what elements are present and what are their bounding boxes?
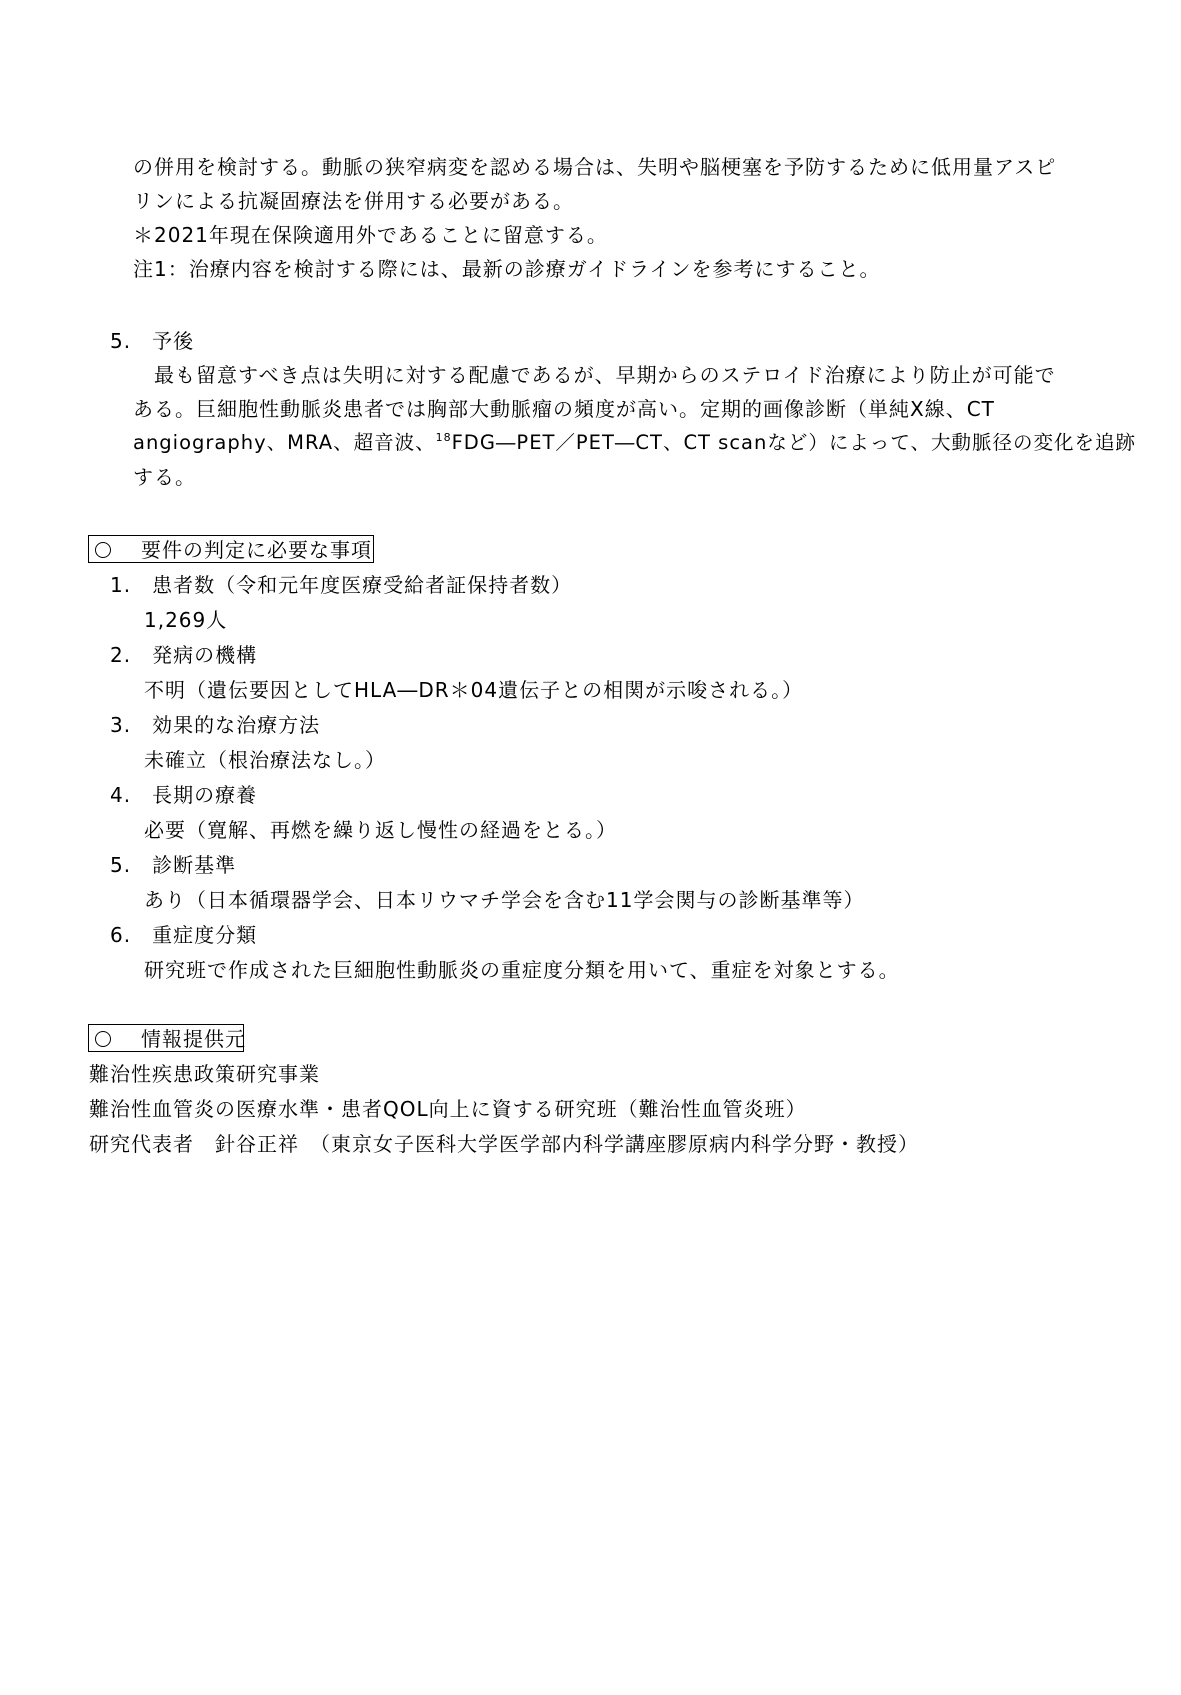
intro-line-1: の併用を検討する。動脈の狭窄病変を認める場合は、失明や脳梗塞を予防するために低用量アスピ <box>133 155 1057 179</box>
circle-bullet-icon <box>95 542 111 558</box>
info-line-2: 難治性血管炎の医療水準・患者QOL向上に資する研究班（難治性血管炎班） <box>89 1097 807 1121</box>
req-item-2-label: 2. 発病の機構 <box>110 643 258 667</box>
req-item-1-label: 1. 患者数（令和元年度医療受給者証保持者数） <box>110 573 573 597</box>
info-heading: 情報提供元 <box>141 1027 246 1051</box>
req-item-5-label: 5. 診断基準 <box>110 853 237 877</box>
req-item-2-value: 不明（遺伝要因としてHLA―DR＊04遺伝子との相関が示唆される。） <box>144 678 804 702</box>
info-line-3: 研究代表者 針谷正祥 （東京女子医科大学医学部内科学講座膠原病内科学分野・教授） <box>89 1132 919 1156</box>
info-line-1: 難治性疾患政策研究事業 <box>89 1062 320 1086</box>
isotope-superscript: 18 <box>435 431 452 444</box>
req-item-1-value: 1,269人 <box>144 608 228 632</box>
prognosis-heading: 5. 予後 <box>110 329 195 353</box>
prognosis-line-1: 最も留意すべき点は失明に対する配慮であるが、早期からのステロイド治療により防止が可能で <box>133 363 1056 387</box>
prognosis-line-3-pre: angiography、MRA、超音波、 <box>133 431 436 454</box>
req-item-3-label: 3. 効果的な治療方法 <box>110 713 321 737</box>
info-heading-box <box>88 1024 244 1052</box>
req-item-6-label: 6. 重症度分類 <box>110 923 258 947</box>
prognosis-line-4: する。 <box>133 465 196 489</box>
req-item-6-value: 研究班で作成された巨細胞性動脈炎の重症度分類を用いて、重症を対象とする。 <box>144 958 900 982</box>
intro-line-2: リンによる抗凝固療法を併用する必要がある。 <box>133 189 574 213</box>
intro-note-1: 注1：治療内容を検討する際には、最新の診療ガイドラインを参考にすること。 <box>133 257 881 281</box>
req-item-3-value: 未確立（根治療法なし。） <box>144 748 386 772</box>
requirements-heading: 要件の判定に必要な事項 <box>141 538 372 562</box>
req-item-5-value: あり（日本循環器学会、日本リウマチ学会を含む11学会関与の診断基準等） <box>144 888 865 912</box>
req-item-4-label: 4. 長期の療養 <box>110 783 258 807</box>
prognosis-line-3 <box>133 429 1136 457</box>
circle-bullet-icon <box>95 1031 111 1047</box>
intro-note-asterisk: ＊2021年現在保険適用外であることに留意する。 <box>133 223 608 247</box>
requirements-heading-box <box>88 535 374 563</box>
prognosis-line-2: ある。巨細胞性動脈炎患者では胸部大動脈瘤の頻度が高い。定期的画像診断（単純X線、CT <box>133 397 995 421</box>
req-item-4-value: 必要（寛解、再燃を繰り返し慢性の経過をとる。） <box>144 818 617 842</box>
prognosis-line-3-post: FDG―PET／PET―CT、CT scanなど）によって、大動脈径の変化を追跡 <box>451 431 1136 454</box>
